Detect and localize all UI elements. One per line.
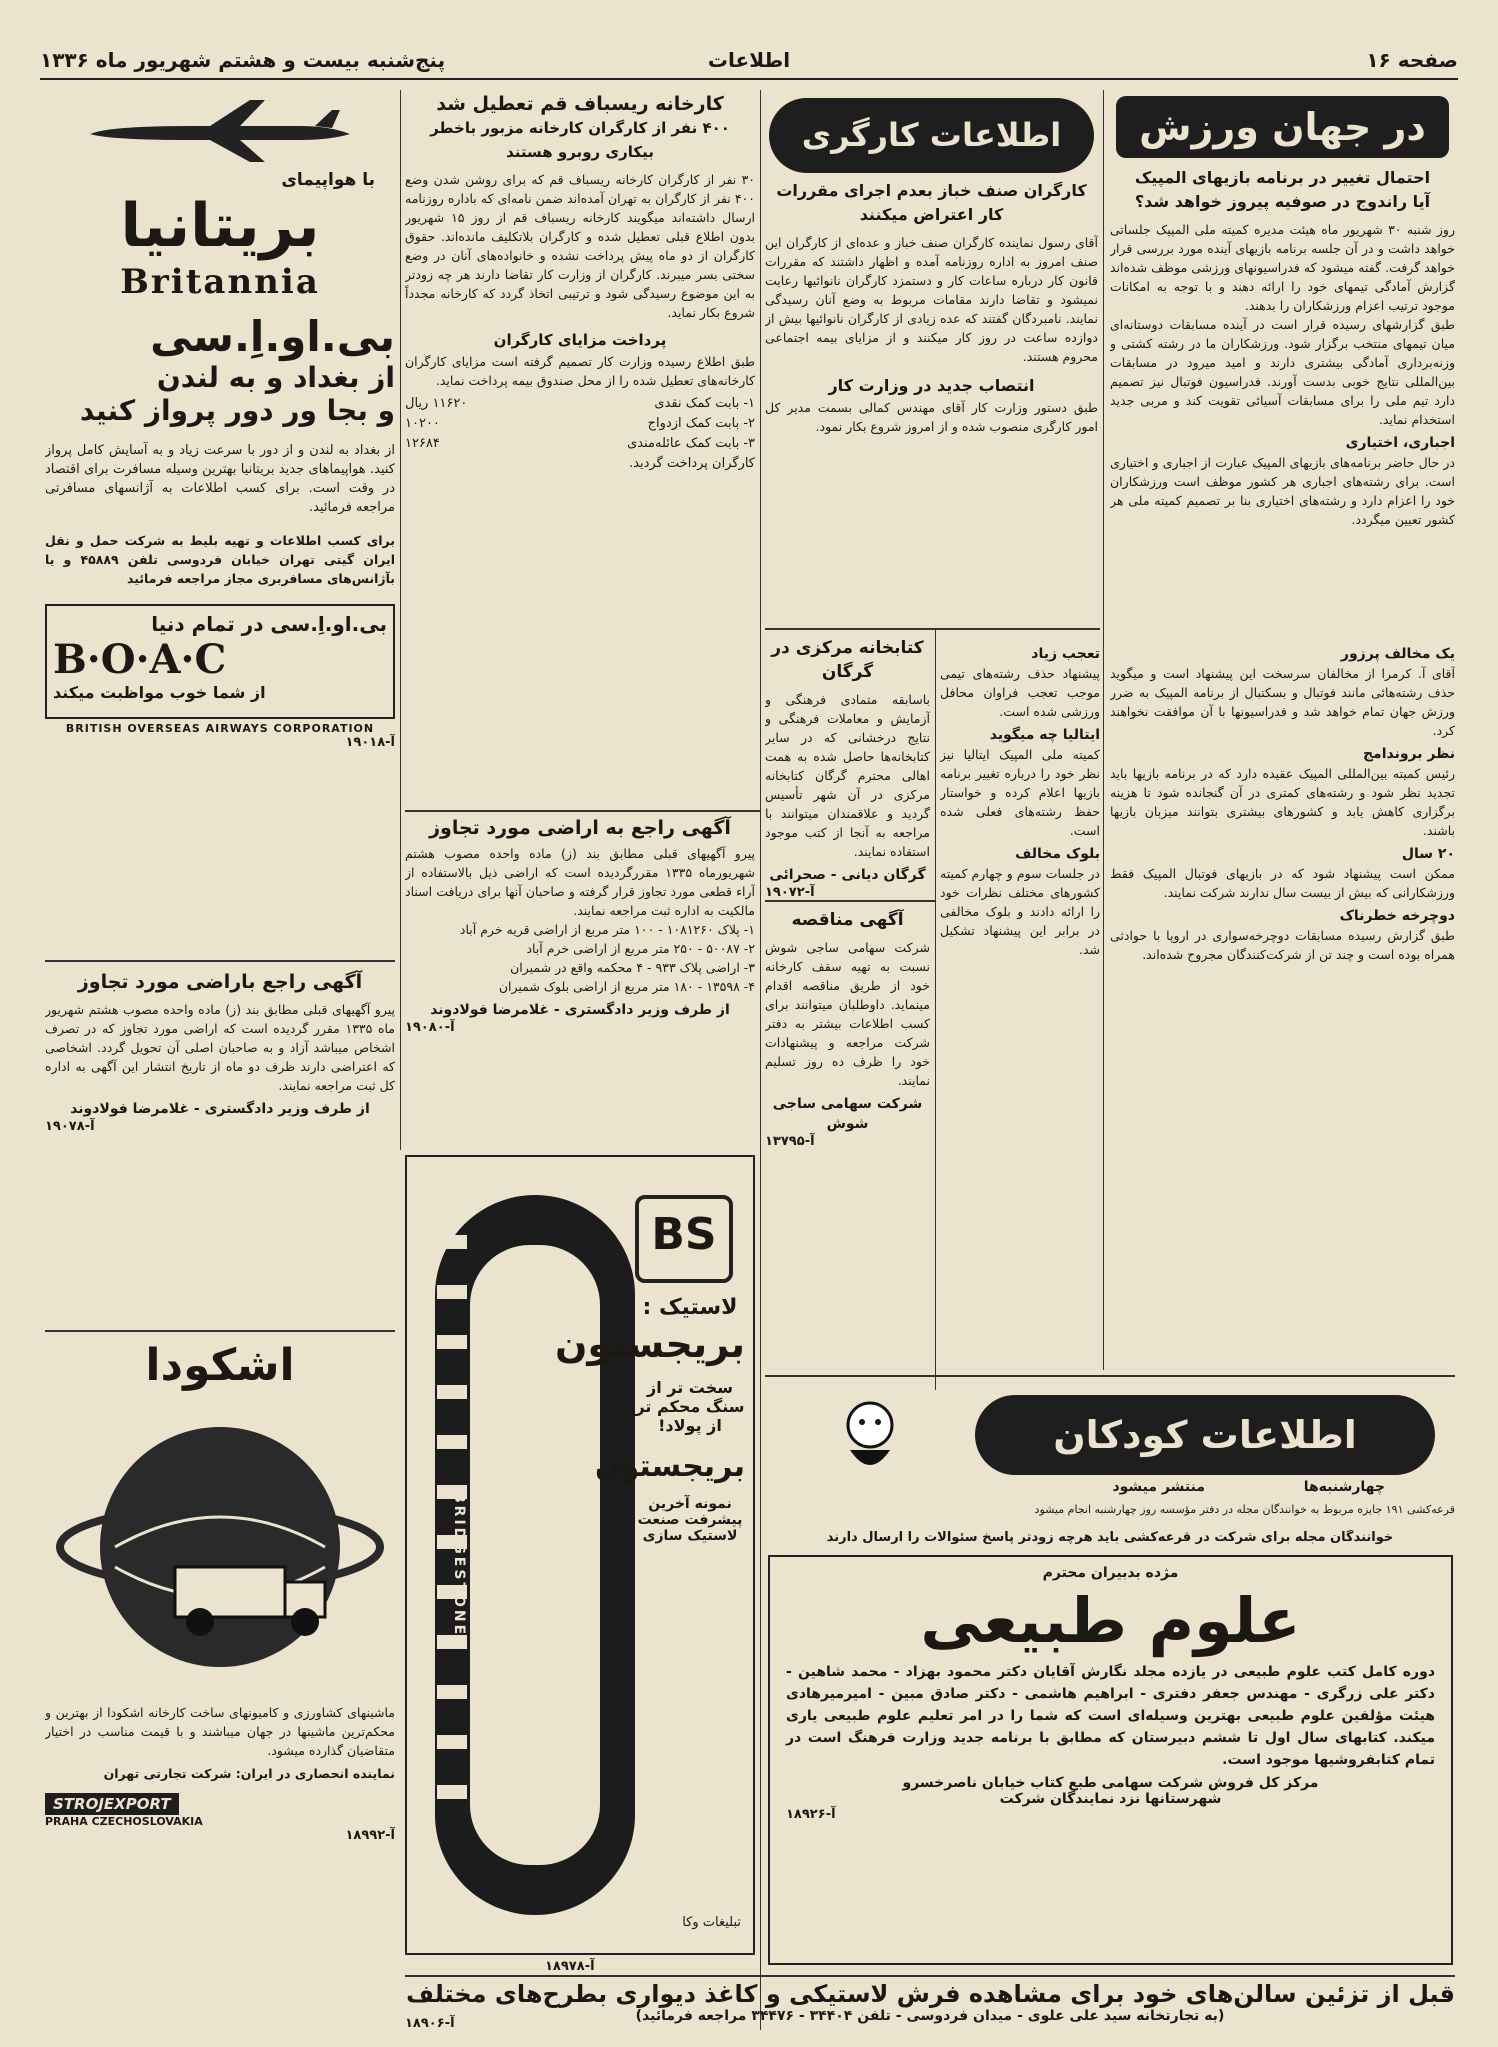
bridgestone-brand-2: بریجستون: [595, 1449, 745, 1484]
sports-tajob-text: پیشنهاد حذف رشته‌های تیمی موجب تعجب فراوان محافل ورزشی شده است.: [940, 666, 1100, 719]
skoda-title: اشکودا: [145, 1340, 295, 1391]
britannia-contact: برای کسب اطلاعات و تهیه بلیط به شرکت حمل و نقل ایران گیتی تهران خیابان فردوسی تلفن ۴۵۸۸۹ و یا بآژانس‌های مسافربری مجاز مراجعه فرمائید: [45, 533, 395, 586]
sports-heading-20sal: ۲۰ سال: [1401, 846, 1455, 862]
land-notice-1-sign: از طرف وزیر دادگستری - غلامرضا فولادوند: [430, 1002, 730, 1018]
land-notice-2-code: آ-۱۹۰۷۸: [45, 1119, 95, 1134]
land-notice-1-code: آ-۱۹۰۸۰: [405, 1020, 455, 1035]
bridgestone-line3: نمونه آخرین پیشرفت صنعت لاستیک سازی: [637, 1496, 743, 1544]
sports-headline: احتمال تغییر در برنامه بازیهای المپیک: [1134, 168, 1431, 187]
boac-box: [45, 604, 395, 719]
sports-italia-text: کمیته ملی المپیک ایتالیا نیز نظر خود را درباره تغییر برنامه بازیها اعلام کرده و خواستار حفظ رشته‌های فعلی شده است.: [940, 747, 1100, 838]
science-book-ad: [768, 1555, 1453, 1965]
science-body: دوره کامل کتب علوم طبیعی در یازده مجلد نگارش آقایان دکتر محمود بهزاد - محمد شاهین - دکتر علی زرگری - مهندس جعفر دفتری - ابراهیم هاشمی - دکتر صادق مبین - امیرمیرهادی هیئت مؤلفین علوم طبیعی بهترین وسیله‌ای است که شما را در امر تعلیم علوم طبیعی یاری میکند. کتابهای سال اول تا ششم دبیرستان که مطابق با برنامه جدید وزارت فرهنگ است در تمام کتابفروشیها موجود است.: [786, 1664, 1435, 1768]
sports-subhead: آیا راندوج در صوفیه پیروز خواهد شد؟: [1134, 192, 1431, 211]
labor-sub-title: انتصاب جدید در وزارت کار: [828, 376, 1035, 395]
section-rule: [45, 960, 395, 962]
sports-block-text: در جلسات سوم و چهارم کمیته کشورهای مختلف نظرات خود را ارائه دادند و بلوک مخالفی در برابر این پیشنهاد تشکیل شد.: [940, 866, 1100, 957]
labor-section: [765, 92, 1098, 627]
factory-row-label: ۳- بابت کمک عائله‌مندی: [627, 436, 755, 451]
land-notice-1-body: پیرو آگهیهای قبلی مطابق بند (ز) ماده واحده مصوب هشتم شهریورماه ۱۳۳۵ مقررگردیده است که اراضی ذیل بالاستفاده از آراء قطعی مورد تجاوز قرار گرفته و صاحبان آنها برای دریافت اسناد مالکیت به اداره ثبت مراجعه نمایند.: [405, 846, 755, 918]
land-notice-1-item: ۳- اراضی پلاک ۹۳۳ - ۴ محکمه واقع در شمیران: [510, 960, 755, 975]
boac-logo: B·O·A·C: [53, 636, 227, 683]
science-title: علوم طبیعی: [920, 1584, 1301, 1657]
sports-mokhalef-text: آقای آ. کرمرا از مخالفان سرسخت این پیشنهاد است و میگوید حذف رشته‌هائی مانند فوتبال و بسکتبال از برنامه المپیک به ضرر ورزش جهان تمام خواهد شد و فدراسیونها با آن موافقت نخواهند کرد.: [1110, 666, 1455, 738]
kids-magazine-days: چهارشنبه‌ها: [1303, 1479, 1385, 1495]
masthead-bar: [40, 48, 1458, 80]
library-notice: [765, 636, 930, 896]
bridgestone-brand: بریجستون: [555, 1322, 745, 1366]
kids-magazine-body: قرعه‌کشی ۱۹۱ جایزه مربوط به خوانندگان مجله در دفتر مؤسسه روز چهارشنبه انجام میشود: [1034, 1503, 1455, 1516]
sports-heading-mokhalef: یک مخالف پرزور: [1340, 646, 1455, 662]
sports-section: [1110, 92, 1455, 632]
kids-magazine-ad: [765, 1385, 1455, 1530]
land-notice-1-title: آگهی راجع به اراضی مورد تجاوز: [429, 817, 731, 839]
sports-banner: در جهان ورزش: [1116, 96, 1449, 158]
land-notice-2-body: پیرو آگهیهای قبلی مطابق بند (ز) ماده واحده مصوب هشتم شهریور ماه ۱۳۳۵ مقرر گردیده است که اراضی مورد تجاوز که در تصرف اشخاص میباشد آزاد و به صاحبان اصلی آن تحویل گردد. اشخاصی که اعتراضی دارند ظرف دو ماه از تاریخ انتشار این آگهی به اداره کل ثبت مراجعه نمایند.: [45, 1002, 395, 1093]
strojexport-logo: [45, 1793, 395, 1828]
factory-row-value: ۱۱۶۲۰ ریال: [405, 396, 468, 411]
sports-20sal-text: ممکن است پیشنهاد شود که در بازیهای فوتبال المپیک فقط ورزشکارانی که بیش از بیست سال ندارند شرکت نمایند.: [1110, 866, 1455, 900]
newspaper-name: اطلاعات: [707, 48, 791, 72]
sports-heading-randouj: نظر بروندامج: [1362, 746, 1455, 762]
factory-sub-title: پرداخت مزایای کارگران: [493, 331, 667, 349]
sports-heading-dochar: دوچرخه خطرناک: [1339, 908, 1455, 924]
section-rule: [765, 1375, 1455, 1377]
labor-body: آقای رسول نماینده کارگران صنف خباز و عده‌ای از کارگران این صنف امروز به اداره روزنامه آمده و اظهار داشتند که مقررات قانون کار درباره ساعات کار و دستمزد کارگران نانوائیها رعایت نمیشود و تقاضا دارند مقامات مربوط به وضع آنان رسیدگی نمایند. نامبردگان گفتند که عده زیادی از کارگران نانوائیها بیش از دوازده ساعت در روز کار میکنند و از مزایای بیمه اجتماعی محروم هستند.: [765, 235, 1098, 364]
britannia-ad: [45, 92, 395, 952]
library-title: کتابخانه مرکزی در گرگان: [771, 638, 924, 682]
skoda-code: آ-۱۸۹۹۲: [345, 1828, 395, 1843]
section-rule: [765, 628, 1100, 630]
library-sign: گرگان دیانی - صحرائی: [769, 867, 926, 883]
sports-ekhtiari-text: در حال حاضر برنامه‌های بازیهای المپیک عبارت از اجباری و اختیاری است. برای رشته‌های اجباری هر کشور موظف است ورزشکاران خود را اعزام دارد و رشته‌های اختیاری بنا بر تصمیم کمیته ملی هر کشور تعیین میگردد.: [1110, 455, 1455, 527]
factory-subtitle: ۴۰۰ نفر از کارگران کارخانه مزبور باخطر بیکاری روبرو هستند: [430, 119, 730, 161]
bridgestone-ad: [405, 1155, 755, 1970]
sports-section-lower: [1110, 640, 1455, 1370]
factory-table-row: [405, 394, 755, 414]
factory-table: [405, 394, 755, 474]
science-code: آ-۱۸۹۲۶: [786, 1807, 836, 1822]
britannia-destination: از بغداد و به لندن: [156, 361, 395, 394]
bridgestone-line1: لاستیک :: [642, 1295, 738, 1320]
carpet-sub: (به تجارتخانه سید علی علوی - میدان فردوسی - تلفن ۳۴۴۰۴ - ۳۴۴۷۶ مراجعه فرمائید): [635, 2008, 1225, 2024]
land-notice-1: [405, 816, 755, 1151]
column-rule: [935, 630, 936, 1390]
issue-date: پنج‌شنبه بیست و هشتم شهریور ماه ۱۳۳۶: [40, 48, 446, 72]
factory-table-row: [405, 414, 755, 434]
labor-headline: کارگران صنف خباز بعدم اجرای مقررات کار اعتراض میکنند: [776, 181, 1087, 224]
strojexport-brand: STROJEXPORT: [45, 1793, 179, 1815]
britannia-title-en: Britannia: [120, 262, 320, 302]
labor-banner: اطلاعات کارگری: [769, 98, 1094, 173]
factory-table-row: [405, 434, 755, 454]
labor-sub-body: طبق دستور وزارت کار آقای مهندس کمالی بسمت مدیر کل امور کارگری منصوب شده و از امروز شروع بکار نمود.: [765, 400, 1098, 434]
britannia-intro: با هواپیمای: [281, 170, 375, 190]
boac-box-title: بی.او.اِ.سی در تمام دنیا: [151, 612, 387, 636]
factory-body: ۳۰ نفر از کارگران کارخانه ریسباف قم که برای روشن شدن وضع ۴۰۰ نفر از کارگران به تهران آمده‌اند ضمن نامه‌ای که باداره روزنامه ارسال داشته‌اند میگویند کارخانه ریسباف قم از روز ۱۵ شهریور بدون اطلاع قبلی تعطیل شده و کارگران بلاتکلیف مانده‌اند. حقوق کارگران از دو ماه پیش پرداخت نشده و خانواده‌های آنان در وضع سختی بسر میبرند. کارگران از وزارت کار تقاضا دارند هر چه زودتر به این موضوع رسیدگی شود و ترتیبی اتخاذ گردد که کارخانه مجدداً شروع بکار نماید.: [405, 172, 755, 320]
carpet-title: قبل از تزئین سالن‌های خود برای مشاهده فرش لاستیکی و کاغذ دیواری بطرح‌های مختلف: [406, 1980, 1455, 2008]
bridgestone-artist: تبلیغات وکا: [682, 1915, 741, 1930]
bridgestone-copy: [555, 1295, 745, 1544]
sports-heading-ekhtiari: اجباری، اختیاری: [1345, 435, 1455, 451]
land-notice-2-sign: از طرف وزیر دادگستری - غلامرضا فولادوند: [70, 1101, 370, 1117]
cartoon-character-icon: [825, 1390, 915, 1480]
sports-heading-block: بلوک مخالف: [1015, 846, 1100, 862]
science-footer-2: شهرستانها نزد نمایندگان شرکت: [999, 1791, 1222, 1807]
column-rule: [400, 90, 401, 1150]
factory-row-value: ۱۲۶۸۴: [405, 436, 440, 451]
kids-magazine-line: خوانندگان مجله برای شرکت در قرعه‌کشی باید هرچه زودتر پاسخ سئوالات را ارسال دارند: [826, 1530, 1394, 1545]
library-code: آ-۱۹۰۷۲: [765, 885, 815, 896]
carpet-code: آ-۱۸۹۰۶: [405, 2016, 455, 2031]
sports-heading-tajob: تعجب زیاد: [1031, 646, 1100, 662]
britannia-body: از بغداد به لندن و از دور با سرعت زیاد و به آسایش کامل پرواز کنید. هواپیماهای جدید بریتانیا بهترین وسیله مسافرت برای اقتصاد در وقت است. برای کسب اطلاعات به آژانسهای مسافرتی مراجعه فرمائید.: [45, 443, 395, 515]
kids-magazine-sub: منتشر میشود: [1112, 1479, 1205, 1495]
britannia-destination-2: و بجا ور دور پرواز کنید: [79, 394, 395, 427]
strojexport-city: PRAHA CZECHOSLOVAKIA: [45, 1815, 203, 1828]
land-notice-1-item: ۱- پلاک ۱۰۸۱۲۶۰ - ۱۰۰ متر مربع از اراضی قریه خرم آباد: [459, 922, 755, 937]
bridgestone-line2: سخت تر از سنگ محکم تر از پولاد!: [635, 1378, 745, 1435]
factory-row-label: ۱- بابت کمک نقدی: [654, 396, 755, 411]
tire-brand-text: BRIDGESTONE: [451, 1492, 467, 1638]
skoda-agents: نماینده انحصاری در ایران: شرکت تجارتی تهران: [103, 1766, 395, 1781]
sports-dochar-text: طبق گزارش رسیده مسابقات دوچرخه‌سواری در اروپا با حوادثی همراه بوده است و چند تن از شرکت‌کنندگان مجروح شده‌اند.: [1110, 928, 1455, 962]
globe-truck-illustration: [55, 1397, 385, 1697]
science-top: مژده بدبیران محترم: [1042, 1565, 1179, 1581]
land-notice-1-item: ۴- ۱۳۵۹۸ - ۱۸۰ متر مربع از اراضی بلوک شمیران: [498, 979, 755, 994]
tender-body: شرکت سهامی ساجی شوش نسبت به تهیه سقف کارخانه خود از طریق مناقصه اقدام مینماید. داوطلبان میتوانند برای کسب اطلاعات بیشتر به دفتر شرکت مراجعه و پیشنهادات خود را ظرف ده روز تسلیم نمایند.: [765, 940, 930, 1088]
tender-notice: [765, 908, 930, 1168]
airplane-icon: [70, 96, 370, 166]
page-number: صفحه ۱۶: [1366, 48, 1458, 72]
factory-sub-body: طبق اطلاع رسیده وزارت کار تصمیم گرفته است مزایای کارگران کارخانه‌های تعطیل شده را از محل صندوق بیمه پرداخت نماید.: [405, 354, 755, 388]
science-footer: مرکز کل فروش شرکت سهامی طبع کتاب خیابان ناصرخسرو: [902, 1775, 1319, 1791]
skoda-body: ماشینهای کشاورزی و کامیونهای ساخت کارخانه اشکودا از بهترین و محکم‌ترین ماشینها در جهان میباشند و با قیمت مناسب در اختیار متقاضیان گذارده میشود.: [45, 1705, 395, 1758]
boac-slogan: از شما خوب مواظبت میکند: [53, 683, 266, 702]
britannia-title-fa: بریتانیا: [120, 191, 320, 261]
land-notice-2-title: آگهی راجع باراضی مورد تجاوز: [77, 971, 363, 993]
bridgestone-code: آ-۱۸۹۷۸: [545, 1959, 595, 1970]
sports-heading-italia: ایتالیا چه میگوید: [989, 727, 1100, 743]
column-rule: [760, 90, 761, 2030]
section-rule: [405, 810, 760, 812]
tender-sign: شرکت سهامی ساجی شوش: [772, 1096, 923, 1132]
bs-logo: BS: [635, 1195, 733, 1283]
column-rule: [1103, 90, 1104, 1370]
britannia-code: آ-۱۹۰۱۸: [345, 735, 395, 750]
sports-lead: روز شنبه ۳۰ شهریور ماه هیئت مدیره کمیته ملی المپیک جلساتی خواهد داشت و در آن جلسه برنامه بازیهای آینده مورد بررسی قرار خواهد گرفت. گفته میشود که فدراسیونهای ورزشی موظف شده‌اند گزارش آمادگی تیمهای خود را ارائه دهند و با توجه به امکانات موجود ترتیب اعزام ورزشکاران را بدهند.: [1110, 222, 1455, 313]
sports-body: طبق گزارشهای رسیده قرار است در آینده مسابقات دوستانه‌ای میان تیمهای منتخب برگزار شود. ورزشکاران ما در رشته کشتی و وزنه‌برداری آمادگی بیشتری دارند و امید میرود در مسابقات بین‌المللی نتایج خوبی بدست آورند. فدراسیون فوتبال نیز تصمیم دارد تیم ملی را برای مسابقات آسیائی تقویت کند و مربی جدید استخدام نماید.: [1110, 317, 1455, 427]
factory-title: کارخانه ریسباف قم تعطیل شد: [436, 93, 724, 115]
factory-row-value: ۱۰۲۰۰: [405, 416, 440, 431]
tender-code: آ-۱۳۷۹۵: [765, 1134, 815, 1149]
section-rule: [765, 900, 935, 902]
land-notice-2: [45, 970, 395, 1320]
library-body: باسابقه متمادی فرهنگی و آزمایش و معاملات فرهنگی و نتایج درخشانی که در سایر کتابخانه‌ها حاصل شده به همت اهالی محترم گرگان کتابخانه مرکزی در آن شهر تأسیس گردید و علاقمندان میتوانند با مراجعه به آنجا از کتب موجود استفاده نمایند.: [765, 692, 930, 859]
boac-title-fa: بی.او.اِ.سی: [150, 312, 395, 361]
kids-magazine-banner: اطلاعات کودکان: [975, 1395, 1435, 1475]
land-notice-1-item: ۲- ۵۰۰۸۷ - ۲۵۰ متر مربع از اراضی خرم آباد: [526, 941, 755, 956]
section-rule: [405, 1975, 1455, 1977]
sports-section-middle: [940, 640, 1100, 1370]
boac-corp-name: BRITISH OVERSEAS AIRWAYS CORPORATION: [65, 722, 375, 735]
factory-article: [405, 92, 755, 812]
tender-title: آگهی مناقصه: [791, 910, 904, 930]
factory-table-footer: کارگران پرداخت گردید.: [629, 456, 755, 471]
factory-row-label: ۲- بابت کمک ازدواج: [647, 416, 755, 431]
section-rule: [45, 1330, 395, 1332]
carpet-ad: [405, 1980, 1455, 2040]
sports-randouj-text: رئیس کمیته بین‌المللی المپیک عقیده دارد که در برنامه بازیها باید تجدید نظر شود و رشته‌های کمتری در آن گنجانده شود تا هزینه برگزاری کاهش یابد و کشورهای بیشتری بتوانند میزبان بازیها باشند.: [1110, 766, 1455, 838]
skoda-ad: [45, 1340, 395, 2030]
